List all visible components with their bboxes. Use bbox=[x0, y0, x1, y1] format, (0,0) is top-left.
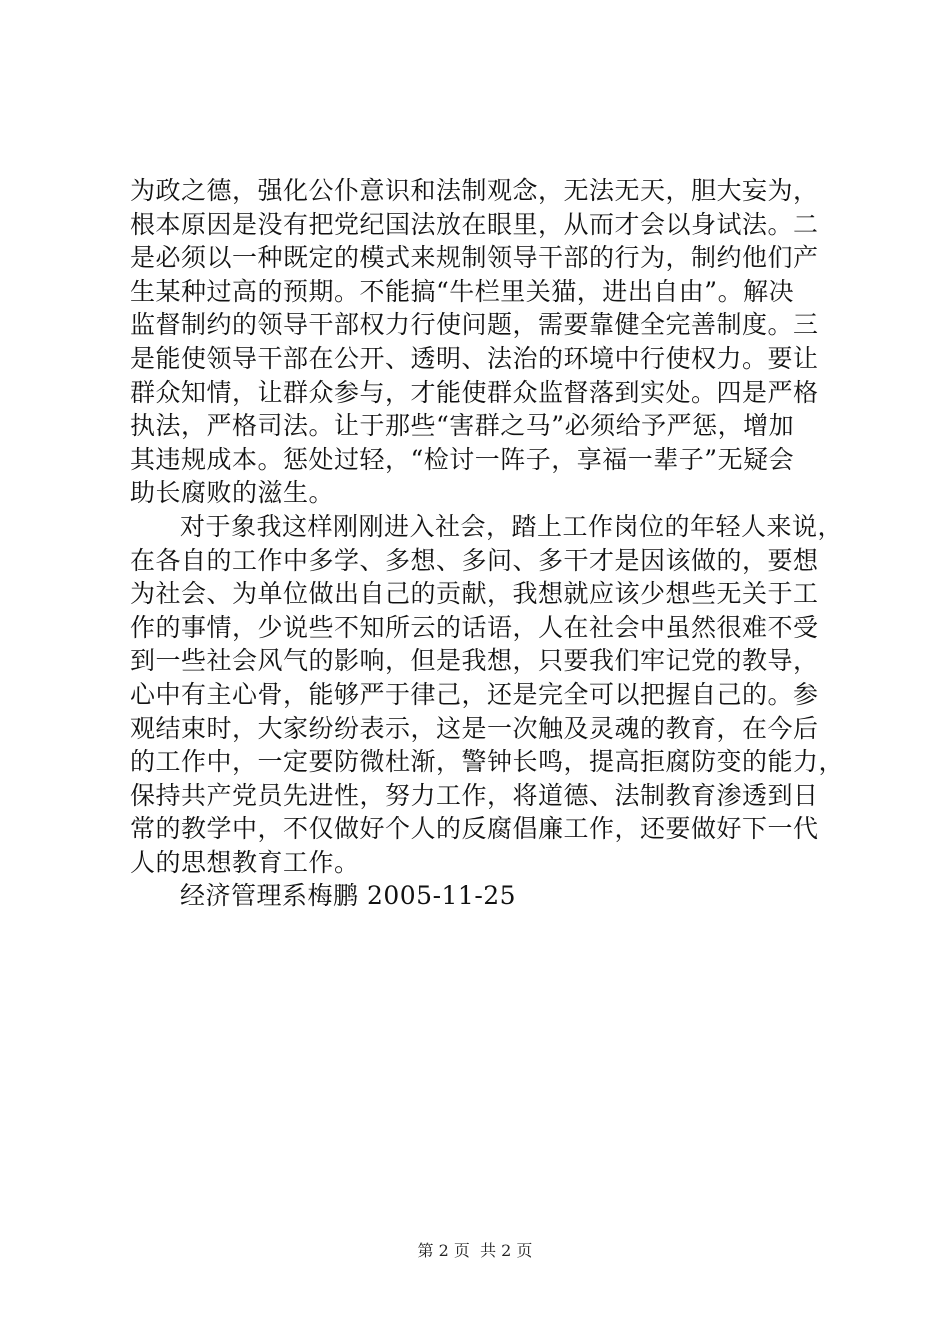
text-line: 为政之德，强化公仆意识和法制观念，无法无天，胆大妄为， bbox=[130, 176, 819, 205]
text-line: 观结束时，大家纷纷表示，这是一次触及灵魂的教育，在今后 bbox=[130, 713, 819, 743]
text-line: 是能使领导干部在公开、透明、法治的环境中行使权力。要让 bbox=[130, 343, 819, 373]
text-line: 人的思想教育工作。 bbox=[130, 847, 360, 877]
text-line: 心中有主心骨，能够严于律己，还是完全可以把握自己的。参 bbox=[130, 679, 819, 709]
text-line: 保持共产党员先进性，努力工作，将道德、法制教育渗透到日 bbox=[130, 780, 819, 810]
text-line: 为社会、为单位做出自己的贡献，我想就应该少想些无关于工 bbox=[130, 579, 819, 609]
text-line: 作的事情，少说些不知所云的话语，人在社会中虽然很难不受 bbox=[130, 612, 819, 642]
page-total: 共 2 页 bbox=[480, 1241, 533, 1260]
text-line: 助长腐败的滋生。 bbox=[130, 478, 335, 508]
text-line: 常的教学中，不仅做好个人的反腐倡廉工作，还要做好下一代 bbox=[130, 814, 819, 844]
text-line: 生某种过高的预期。不能搞“牛栏里关猫，进出自由”。解决 bbox=[130, 276, 795, 306]
text-line: 执法，严格司法。让于那些“害群之马”必须给予严惩，增加 bbox=[130, 411, 795, 441]
text-line: 在各自的工作中多学、多想、多问、多干才是因该做的，要想 bbox=[130, 545, 819, 575]
text-line: 对于象我这样刚刚进入社会，踏上工作岗位的年轻人来说， bbox=[180, 511, 844, 541]
page-footer bbox=[0, 1240, 950, 1262]
page-number: 第 2 页 bbox=[417, 1241, 470, 1260]
text-line: 群众知情，让群众参与，才能使群众监督落到实处。四是严格 bbox=[130, 377, 819, 407]
paragraph-continuation bbox=[130, 174, 840, 510]
text-line: 的工作中，一定要防微杜渐，警钟长鸣，提高拒腐防变的能力， bbox=[130, 747, 845, 777]
text-line: 监督制约的领导干部权力行使问题，需要靠健全完善制度。三 bbox=[130, 310, 819, 340]
document-body bbox=[130, 174, 845, 913]
text-line: 其违规成本。惩处过轻，“检讨一阵子，享福一辈子”无疑会 bbox=[130, 444, 795, 474]
text-line: 是必须以一种既定的模式来规制领导干部的行为，制约他们产 bbox=[130, 243, 819, 273]
paragraph-reflection bbox=[130, 510, 845, 880]
text-line: 到一些社会风气的影响，但是我想，只要我们牢记党的教导， bbox=[130, 646, 819, 676]
signature: 经济管理系梅鹏 2005-11-25 bbox=[180, 881, 517, 911]
text-line: 根本原因是没有把党纪国法放在眼里，从而才会以身试法。二 bbox=[130, 209, 819, 239]
